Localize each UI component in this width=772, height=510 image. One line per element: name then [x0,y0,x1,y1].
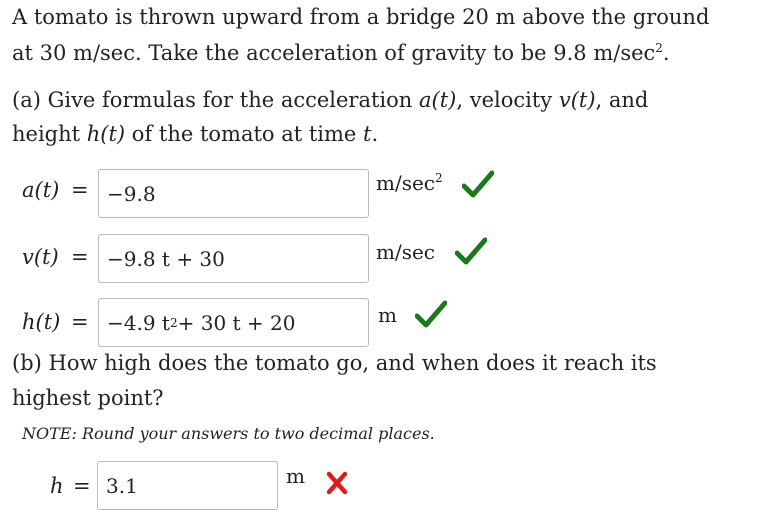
part-a-text: of the tomato at time [125,122,364,146]
velocity-symbol: v(t) [558,88,596,112]
unit-text: m/sec [376,171,436,195]
unit-text: m [286,464,305,488]
correct-check-icon [415,300,447,328]
height-symbol: h(t) [86,122,126,146]
problem-text: at 30 m/sec. Take the acceleration of gravity to be 9.8 m/sec [12,41,656,65]
velocity-value: −9.8 t + 30 [107,246,225,271]
height-input[interactable]: −4.9 t 2 + 30 t + 20 [98,298,369,347]
height-label [22,310,60,334]
problem-text-end: . [662,41,670,65]
incorrect-x-icon [326,471,348,495]
time-symbol: t [363,122,372,146]
max-height-value: 3.1 [106,473,138,498]
part-a-text: . [371,122,379,146]
acceleration-unit [376,171,443,195]
acceleration-label-text: a(t) [22,178,60,202]
correct-check-icon [455,237,487,265]
velocity-unit [376,240,435,264]
part-a-text: height [12,122,87,146]
unit-text: m [378,303,397,327]
acceleration-label [22,178,59,202]
velocity-input[interactable] [98,234,369,283]
equals-sign: = [71,245,89,269]
height-value-rest: + 30 t + 20 [177,310,296,335]
problem-statement-line-2 [12,36,670,71]
acceleration-input[interactable] [98,169,369,218]
max-height-label [50,474,64,498]
part-a-text: , velocity [456,88,559,112]
problem-statement-line-1: A tomato is thrown upward from a bridge 20 m above the ground [12,5,710,29]
part-a-question-line-1 [12,83,648,118]
max-height-label-text: h [50,474,64,498]
unit-text: m/sec [376,240,436,264]
acceleration-value: −9.8 [107,181,156,206]
unit-exponent: 2 [435,171,443,185]
velocity-label-text: v(t) [22,245,59,269]
correct-check-icon [462,170,494,198]
height-unit [378,303,397,327]
max-height-unit [286,464,305,488]
acceleration-symbol: a(t) [419,88,457,112]
equals-sign: = [71,178,89,202]
part-a-text: (a) Give formulas for the acceleration [12,88,419,112]
equals-sign: = [73,474,91,498]
part-a-text: , and [595,88,649,112]
part-b-question-line-1: (b) How high does the tomato go, and when does it reach its [12,351,657,375]
height-value: −4.9 t [107,310,170,335]
exponent: 2 [655,41,663,55]
part-a-question-line-2 [12,117,378,152]
velocity-label [22,245,59,269]
equals-sign: = [71,310,89,334]
rounding-note: NOTE: Round your answers to two decimal places. [22,424,435,443]
max-height-input[interactable] [97,461,278,510]
part-b-question-line-2: highest point? [12,386,164,410]
height-label-text: h(t) [22,310,61,334]
